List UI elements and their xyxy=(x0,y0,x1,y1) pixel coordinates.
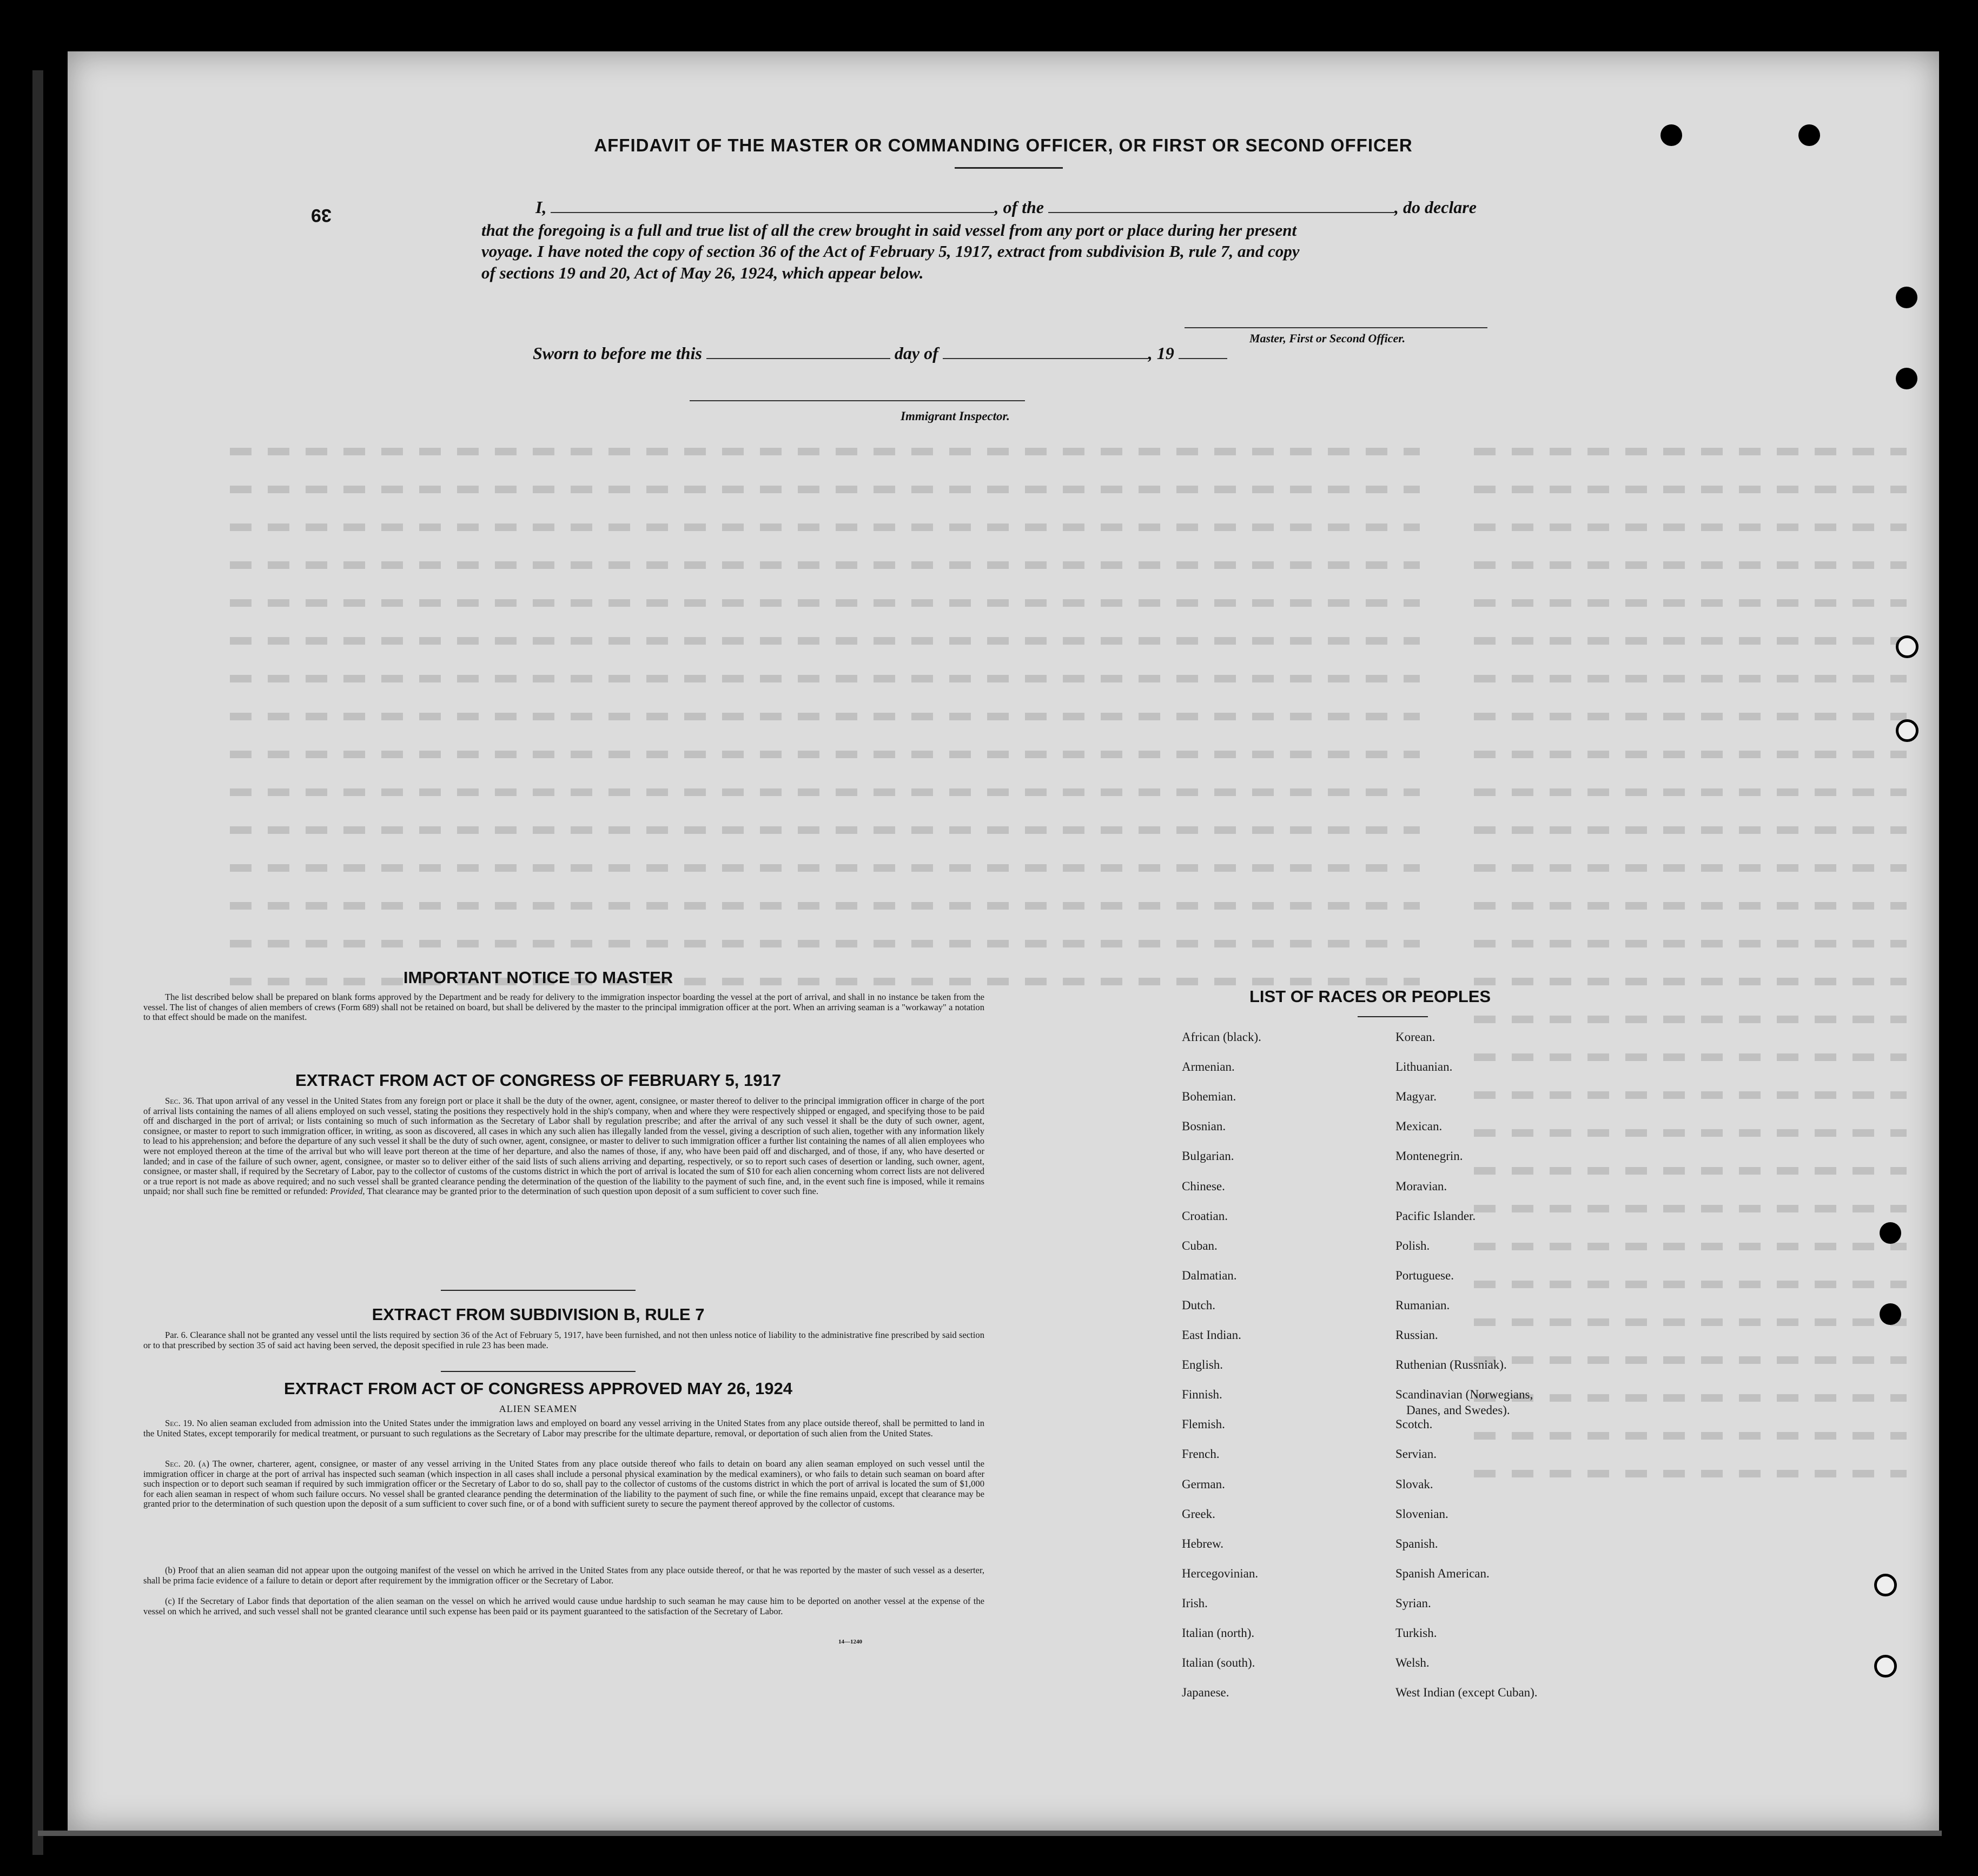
race-item: Magyar. xyxy=(1395,1090,1437,1104)
sworn-year-prefix: , 19 xyxy=(1148,343,1174,363)
inspector-signature-line[interactable] xyxy=(690,400,1025,401)
race-scandinavian-continuation: Danes, and Swedes). xyxy=(1406,1403,1510,1417)
sworn-month-field[interactable] xyxy=(943,358,1148,359)
extract-1924-sec20c: (c) If the Secretary of Labor finds that deportation of the alien seaman on the vessel on which he arrived would cause undue hardship to such seaman he may cause him to be deported on another vessel at the expense of the vessel on which he arrived, and such vessel shall not be granted clearance until such expense has been paid or its payment guaranteed to the satisfaction of the Secretary of Labor. xyxy=(143,1596,984,1616)
race-item: Italian (north). xyxy=(1182,1626,1255,1640)
extract-1924-subtitle: ALIEN SEAMEN xyxy=(499,1403,578,1414)
race-item: Bohemian. xyxy=(1182,1090,1236,1104)
rule7-text: Par. 6. Clearance shall not be granted any vessel until the lists required by section 36 of the Act of February 5, 1917, have been furnished, and not then unless notice of liability to the administrative fine prescribed by said section or to that prescribed by section 35 of said act having been served, the deposit specified in rule 23 has been made. xyxy=(143,1330,984,1350)
vessel-name-field[interactable] xyxy=(1048,212,1394,213)
race-item: Irish. xyxy=(1182,1596,1208,1610)
sworn-year-field[interactable] xyxy=(1179,358,1227,359)
binder-hole-4 xyxy=(1896,368,1917,389)
race-item: French. xyxy=(1182,1447,1220,1461)
extract-1917-text xyxy=(143,1096,984,1197)
bleed-through-texture xyxy=(68,51,1939,1831)
race-item: Turkish. xyxy=(1395,1626,1437,1640)
races-title: LIST OF RACES OR PEOPLES xyxy=(1249,987,1491,1006)
extract-1917-body: That upon arrival of any vessel in the United States from any foreign port or place it shall be the duty of the owner, agent, consignee, or master thereof to deliver to the principal immigration officer in charge of the port of arrival lists containing the names of all aliens employed on such vessel, stating the positions they respectively hold in the ship's company, when and where they were respectively shipped or engaged, and specifying those to be paid off and discharged in the port of arrival; or lists containing so much of such information as the Secretary of Labor shall by regulation prescribe; and after the arrival of any such vessel it shall be the duty of such owner, agent, consignee, or master to report to such immigration officer, in writing, as soon as discovered, all cases in which any such alien has illegally landed from the vessel, giving a description of such alien, together with any information likely to lead to his apprehension; and before the departure of any such vessel it shall be the duty of such owner, agent, consignee, or master to deliver to such immigration officer a further list containing the names of all alien employees who were not employed thereon at the time of the arrival but who will leave port thereon at the time of her departure, and also the names of those, if any, who have been paid off and discharged, and of those, if any, who have deserted or landed; and in case of the failure of such owner, agent, consignee, or master so to deliver either of the said lists of such aliens arriving and departing, respectively, or so to report such cases of desertion or landing, such owner, agent, consignee, or master shall, if required by the Secretary of Labor, pay to the collector of customs of the customs district in which the port of arrival is located the sum of $10 for each alien concerning whom correct lists are not delivered or a true report is not made as above required; and no such vessel shall be granted clearance pending the determination of the question of the liability to the payment of such fine, and, in the event such fine is imposed, while it remains unpaid; nor shall such fine be remitted or refunded: xyxy=(143,1096,984,1197)
race-item: Polish. xyxy=(1395,1238,1430,1252)
race-item: Moravian. xyxy=(1395,1179,1447,1193)
left-edge-shadow xyxy=(32,70,43,1855)
sworn-line xyxy=(533,343,1227,363)
sworn-day-field[interactable] xyxy=(706,358,890,359)
race-item: Croatian. xyxy=(1182,1209,1228,1223)
notice-title: IMPORTANT NOTICE TO MASTER xyxy=(403,968,673,987)
affidavit-line-3: voyage. I have noted the copy of section 36 of the Act of February 5, 1917, extract from subdivision B, rule 7, and copy xyxy=(481,242,1300,261)
form-number: 14—1240 xyxy=(838,1639,862,1645)
race-item: German. xyxy=(1182,1477,1225,1491)
race-item: Flemish. xyxy=(1182,1417,1225,1431)
rule7-title: EXTRACT FROM SUBDIVISION B, RULE 7 xyxy=(372,1305,705,1324)
race-item: Korean. xyxy=(1395,1030,1435,1044)
race-item: Hercegovinian. xyxy=(1182,1566,1259,1580)
sworn-text: Sworn to before me this xyxy=(533,343,702,363)
page-marker: 39 xyxy=(311,205,332,226)
declarant-name-field[interactable] xyxy=(551,212,994,213)
extract-1924-sec19 xyxy=(143,1418,984,1439)
race-item: Russian. xyxy=(1395,1328,1438,1342)
race-item: Hebrew. xyxy=(1182,1536,1224,1550)
binder-hole-9 xyxy=(1874,1574,1897,1596)
sec20-label: Sec. 20. (a) xyxy=(165,1459,209,1469)
title-underline xyxy=(955,167,1063,169)
document-sheet xyxy=(68,51,1939,1831)
inspector-signature-label: Immigrant Inspector. xyxy=(901,409,1010,423)
race-item: Italian (south). xyxy=(1182,1656,1255,1670)
race-item: Greek. xyxy=(1182,1507,1215,1521)
race-item: Slovak. xyxy=(1395,1477,1433,1491)
sec19-label: Sec. 19. xyxy=(165,1418,195,1428)
race-item: Scandinavian (Norwegians, xyxy=(1395,1388,1533,1402)
binder-hole-6 xyxy=(1896,719,1919,742)
extract-1917-body-end: That clearance may be granted prior to the determination of such question upon deposit of a sum sufficient to cover such fine. xyxy=(367,1186,819,1197)
race-item: Japanese. xyxy=(1182,1686,1229,1700)
race-item: Spanish American. xyxy=(1395,1566,1490,1580)
race-item: English. xyxy=(1182,1358,1223,1372)
race-item: Slovenian. xyxy=(1395,1507,1448,1521)
race-item: Scotch. xyxy=(1395,1417,1433,1431)
race-item: Cuban. xyxy=(1182,1238,1218,1252)
extract-1917-proviso: Provided, xyxy=(330,1186,365,1197)
race-item: Dalmatian. xyxy=(1182,1268,1237,1282)
extract-1917-title: EXTRACT FROM ACT OF CONGRESS OF FEBRUARY 5, 1917 xyxy=(295,1071,781,1090)
race-item: Pacific Islander. xyxy=(1395,1209,1476,1223)
race-item: Montenegrin. xyxy=(1395,1149,1463,1163)
binder-hole-5 xyxy=(1896,635,1919,658)
race-item: Portuguese. xyxy=(1395,1268,1454,1282)
extract-1924-sec20b: (b) Proof that an alien seaman did not appear upon the outgoing manifest of the vessel on which he arrived in the United States from any place outside thereof, or that he was reported by the master of such vessel as a deserter, shall be prima facie evidence of a failure to detain or deport after requirement by the immigration officer or the Secretary of Labor. xyxy=(143,1565,984,1586)
binder-hole-10 xyxy=(1874,1655,1897,1678)
race-item: Rumanian. xyxy=(1395,1298,1450,1312)
binder-hole-2 xyxy=(1798,124,1820,146)
binder-hole-1 xyxy=(1661,124,1682,146)
divider-2 xyxy=(441,1371,636,1372)
binder-hole-3 xyxy=(1896,287,1917,308)
race-item: East Indian. xyxy=(1182,1328,1241,1342)
notice-text: The list described below shall be prepared on blank forms approved by the Department and be ready for delivery to the immigration inspector boarding the vessel at the port of arrival, and shall in no instance be taken from the vessel. The list of changes of alien members of crews (Form 689) shall not be retained on board, but shall be delivered by the master to the principal immigration officer at the port. When an arriving seaman is a "workaway" a notation to that effect should be made on the manifest. xyxy=(143,992,984,1023)
extract-1924-sec20a xyxy=(143,1459,984,1509)
race-item: Ruthenian (Russniak). xyxy=(1395,1358,1507,1372)
affidavit-line-2: that the foregoing is a full and true list of all the crew brought in said vessel from any port or place during her present xyxy=(481,221,1297,240)
race-item: West Indian (except Cuban). xyxy=(1395,1686,1538,1700)
race-item: Lithuanian. xyxy=(1395,1060,1453,1074)
race-item: Servian. xyxy=(1395,1447,1437,1461)
race-item: Chinese. xyxy=(1182,1179,1225,1193)
affidavit-title: AFFIDAVIT OF THE MASTER OR COMMANDING OFFICER, OR FIRST OR SECOND OFFICER xyxy=(594,135,1413,155)
master-signature-line[interactable] xyxy=(1185,327,1487,328)
affidavit-line-4: of sections 19 and 20, Act of May 26, 1924, which appear below. xyxy=(481,263,924,282)
sec19-body: No alien seaman excluded from admission into the United States under the immigration laws and employed on board any vessel arriving in the United States from any place outside thereof, shall be permitted to land in the United States, except temporarily for medical treatment, or pursuant to such regulations as the Secretary of Labor may prescribe for the ultimate departure, removal, or deportation of such alien from the United States. xyxy=(143,1418,985,1439)
extract-1917-sec: Sec. 36. xyxy=(165,1096,194,1106)
divider-1 xyxy=(441,1290,636,1291)
sworn-day-of: day of xyxy=(894,343,938,363)
affidavit-do-declare: , do declare xyxy=(1394,197,1477,217)
affidavit-line-1 xyxy=(535,197,1617,217)
race-item: Bulgarian. xyxy=(1182,1149,1234,1163)
race-item: Finnish. xyxy=(1182,1388,1222,1402)
race-item: Dutch. xyxy=(1182,1298,1215,1312)
race-item: Mexican. xyxy=(1395,1119,1443,1133)
race-item: Syrian. xyxy=(1395,1596,1431,1610)
races-underline xyxy=(1358,1016,1428,1017)
race-item: Bosnian. xyxy=(1182,1119,1226,1133)
sec20a-body: The owner, charterer, agent, consignee, or master of any vessel arriving in the United States from any place outside thereof who fails to detain on board any alien seaman employed on such vessel until the immigration officer in charge at the port of arrival has inspected such seaman (which inspection in all cases shall include a personal physical examination by the medical examiners), or who fails to detain such seaman on board after such inspection or to deport such seaman if required by such immigration officer or the Secretary of Labor to do so, shall pay to the collector of customs of the customs district in which the port of arrival is located the sum of $1,000 for each alien seaman in respect of whom such failure occurs. No vessel shall be granted clearance pending the determination of the liability to the payment of such fine, or while the fine remains unpaid, except that clearance may be granted prior to the determination of such question upon the deposit of a sum sufficient to cover such fine, or of a bond with sufficient surety to secure the payment thereof approved by the collector of customs. xyxy=(143,1459,984,1509)
race-item: Armenian. xyxy=(1182,1060,1235,1074)
race-item: African (black). xyxy=(1182,1030,1261,1044)
race-item: Welsh. xyxy=(1395,1656,1430,1670)
bottom-edge xyxy=(38,1831,1942,1836)
binder-hole-8 xyxy=(1880,1303,1901,1325)
affidavit-of-the: , of the xyxy=(994,197,1044,217)
affidavit-i: I, xyxy=(535,197,547,217)
master-signature-label: Master, First or Second Officer. xyxy=(1249,332,1406,345)
extract-1924-title: EXTRACT FROM ACT OF CONGRESS APPROVED MAY 26, 1924 xyxy=(284,1379,792,1398)
binder-hole-7 xyxy=(1880,1222,1901,1244)
race-item: Spanish. xyxy=(1395,1536,1438,1550)
